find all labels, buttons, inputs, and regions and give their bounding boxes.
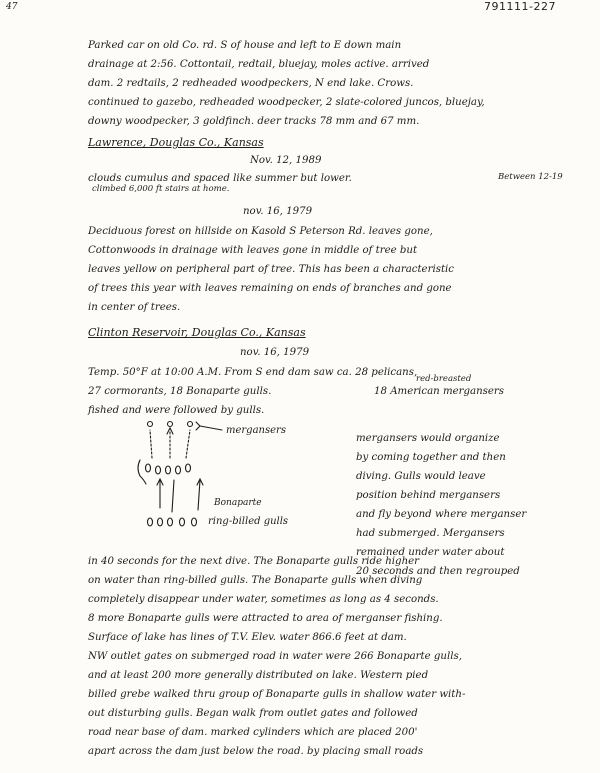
entry4-line: on water than ring-billed gulls. The Bonaparte gulls when diving: [88, 575, 423, 586]
entry4-line: Temp. 50°F at 10:00 A.M. From S end dam saw ca. 28 pelicans,: [88, 367, 418, 378]
entry4-side-line: position behind mergansers: [356, 490, 501, 501]
sketch-label-mergansers: mergansers: [226, 425, 286, 436]
entry2-location: Lawrence, Douglas Co., Kansas: [88, 136, 264, 149]
entry3-line: leaves yellow on peripheral part of tree. This has been a characteristic: [88, 264, 455, 275]
entry4-line: billed grebe walked thru group of Bonaparte gulls in shallow water with-: [88, 689, 466, 700]
entry3-date: nov. 16, 1979: [243, 206, 313, 217]
entry4-line-right: 18 American mergansers: [374, 386, 505, 397]
entry4-insertion: red-breasted: [416, 374, 472, 384]
entry4-line: fished and were followed by gulls.: [88, 405, 265, 416]
entry4-side-line: and fly beyond where merganser: [356, 509, 527, 520]
entry4-line: completely disappear under water, sometimes as long as 4 seconds.: [88, 594, 439, 605]
document-id: 791111-227: [484, 0, 556, 13]
entry4-line: Surface of lake has lines of T.V. Elev. water 866.6 feet at dam.: [88, 632, 407, 643]
entry4-side-line: 20 seconds and then regrouped: [356, 566, 520, 577]
entry2-date: Nov. 12, 1989: [250, 155, 322, 166]
entry4-line: road near base of dam. marked cylinders which are placed 200': [88, 727, 418, 738]
sketch-label-bonaparte: Bonaparte: [214, 498, 262, 508]
entry2-line: clouds cumulus and spaced like summer but lower.: [88, 173, 352, 184]
entry4-line: and at least 200 more generally distributed on lake. Western pied: [88, 670, 429, 681]
entry4-date: nov. 16, 1979: [240, 347, 310, 358]
entry4-line: NW outlet gates on submerged road in water were 266 Bonaparte gulls,: [88, 651, 462, 662]
entry4-line: 27 cormorants, 18 Bonaparte gulls.: [88, 386, 272, 397]
entry4-side-line: by coming together and then: [356, 452, 506, 463]
entry4-location: Clinton Reservoir, Douglas Co., Kansas: [88, 326, 306, 339]
entry4-line: out disturbing gulls. Began walk from outlet gates and followed: [88, 708, 418, 719]
sketch-label-gulls: ring-billed gulls: [208, 516, 289, 527]
entry4-line: apart across the dam just below the road. by placing small roads: [88, 746, 424, 757]
entry3-line: Cottonwoods in drainage with leaves gone in middle of tree but: [88, 245, 418, 256]
entry1-line: continued to gazebo, redheaded woodpecker, 2 slate-colored juncos, bluejay,: [88, 97, 485, 108]
entry3-line: Deciduous forest on hillside on Kasold S Peterson Rd. leaves gone,: [88, 226, 433, 237]
entry1-line: drainage at 2:56. Cottontail, redtail, bluejay, moles active. arrived: [88, 59, 430, 70]
entry4-side-line: diving. Gulls would leave: [356, 471, 486, 482]
entry4-side-line: had submerged. Mergansers: [356, 528, 505, 539]
entry4-side-line: mergansers would organize: [356, 433, 500, 444]
entry2-line: climbed 6,000 ft stairs at home.: [92, 184, 230, 194]
entry1-line: dam. 2 redtails, 2 redheaded woodpeckers, N end lake. Crows.: [88, 78, 414, 89]
entry1-line: downy woodpecker, 3 goldfinch. deer tracks 78 mm and 67 mm.: [88, 116, 420, 127]
entry3-line: of trees this year with leaves remaining on ends of branches and gone: [88, 283, 452, 294]
entry3-line: in center of trees.: [88, 302, 181, 313]
entry4-line: in 40 seconds for the next dive. The Bonaparte gulls ride higher: [88, 556, 420, 567]
entry1-line: Parked car on old Co. rd. S of house and left to E down main: [88, 40, 402, 51]
entry4-side-line: remained under water about: [356, 547, 505, 558]
entry4-line: 8 more Bonaparte gulls were attracted to area of merganser fishing.: [88, 613, 443, 624]
entry2-line-right: Between 12-19: [498, 172, 563, 182]
page-number: 47: [6, 2, 18, 12]
